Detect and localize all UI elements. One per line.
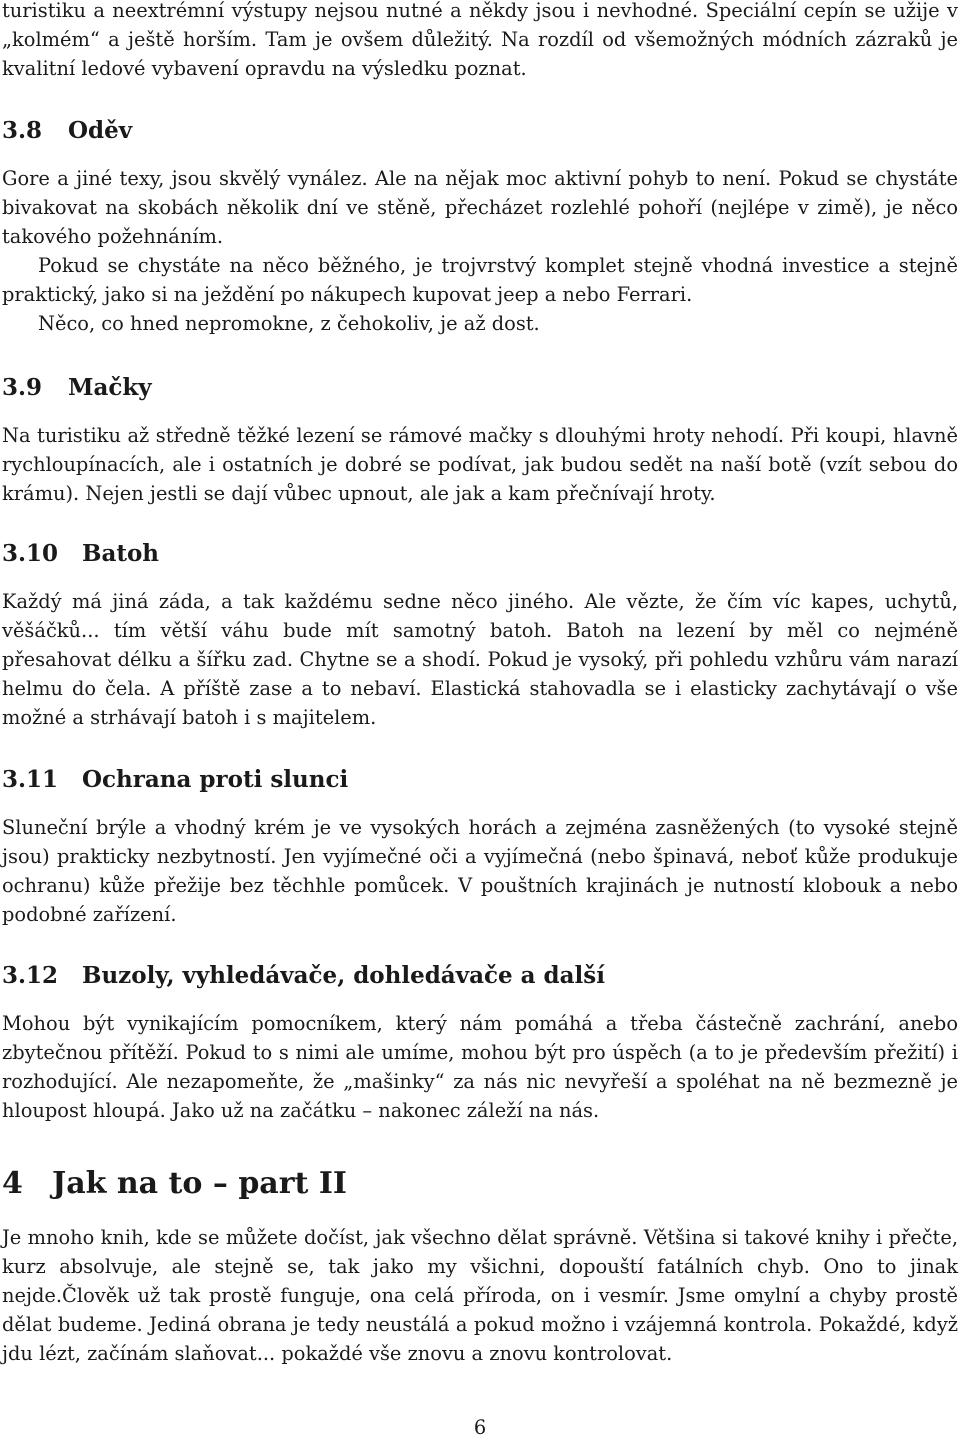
paragraph: Gore a jiné texy, jsou skvělý vynález. Ale na nějak moc aktivní pohyb to není. Pokud se chystáte bivakovat na skobách několik dní ve stěně, přecházet rozlehlé pohoří (nejlépe v zimě), je něco takového požehnáním. [2, 167, 958, 249]
paragraph: Něco, co hned nepromokne, z čehokoliv, je až dost. [38, 312, 540, 336]
chapter-title: Jak na to – part II [52, 1166, 347, 1201]
section-number: 3.9 [2, 374, 43, 401]
section-4 [2, 1164, 958, 1204]
paragraph: Na turistiku až středně těžké lezení se rámové mačky s dlouhými hroty nehodí. Při koupi, hlavně rychloupínacích, ale i ostatních je dobré se podívat, jak budou sedět na naší botě (vzít sebou do krámu). Nejen jestli se dají vůbec upnout, ale jak a kam přečnívají hroty. [2, 424, 958, 506]
section-heading [2, 539, 958, 569]
paragraph: Sluneční brýle a vhodný krém je ve vysokých horách a zejména zasněžených (to vysoké stejně jsou) prakticky nezbytností. Jen vyjímečné oči a vyjímečná (nebo špinavá, neboť kůže produkuje ochranu) kůže přežije bez těchhle pomůcek. V pouštních krajinách je nutností klobouk a nebo podobné zařízení. [2, 816, 958, 927]
chapter-heading [2, 1164, 958, 1204]
paragraph: Pokud se chystáte na něco běžného, je trojvrstvý komplet stejně vhodná investice a stejně praktický, jako si na ježdění po nákupech kupovat jeep a nebo Ferrari. [2, 254, 958, 307]
intro-block [2, 0, 958, 83]
paragraph: Je mnoho knih, kde se můžete dočíst, jak všechno dělat správně. Většina si takové knihy i přečte, kurz absolvuje, ale stejně se, tak jako my všichni, dopouští fatálních chyb. Ono to jinak nejde.Člověk už tak prostě funguje, ona celá příroda, on i vesmír. Jsme omylní a chyby prostě dělat budeme. Jediná obrana je tedy neustálá a pokud možno i vzájemná kontrola. Pokaždé, když jdu lézt, začínám slaňovat... pokaždé vše znovu a znovu kontrolovat. [2, 1226, 958, 1366]
section-title: Mačky [68, 374, 152, 401]
section-3-8-body [2, 164, 958, 339]
section-title: Batoh [82, 540, 160, 567]
paragraph: Každý má jiná záda, a tak každému sedne něco jiného. Ale vězte, že čím víc kapes, uchytů, věšáčků... tím větší váhu bude mít samotný batoh. Batoh na lezení by měl co nejméně přesahovat délku a šířku zad. Chytne se a shodí. Pokud je vysoký, při pohledu vzhůru vám narazí helmu do čela. A příště zase a to nebaví. Elastická stahovadla se i elasticky zachytávají o vše možné a strhávají batoh i s majitelem. [2, 590, 958, 730]
section-heading [2, 765, 958, 795]
section-3-12-body [2, 1009, 958, 1125]
section-3-10 [2, 539, 958, 569]
section-number: 3.12 [2, 962, 59, 989]
section-number: 3.10 [2, 540, 59, 567]
section-heading [2, 116, 958, 146]
section-3-8 [2, 116, 958, 146]
section-3-9 [2, 373, 958, 403]
section-title: Buzoly, vyhledávače, dohledávače a další [82, 962, 605, 989]
section-3-9-body [2, 421, 958, 508]
section-3-12 [2, 961, 958, 991]
section-title: Oděv [68, 117, 133, 144]
section-number: 3.8 [2, 117, 43, 144]
section-3-10-body [2, 587, 958, 732]
intro-paragraph: turistiku a neextrémní výstupy nejsou nutné a někdy jsou i nevhodné. Speciální cepín se užije v „kolmém“ a ještě horším. Tam je ovšem důležitý. Na rozdíl od všemožných módních zázraků je kvalitní ledové vybavení opravdu na výsledku poznat. [2, 0, 958, 81]
section-3-11-body [2, 813, 958, 929]
section-heading [2, 373, 958, 403]
chapter-number: 4 [2, 1166, 23, 1201]
paragraph: Mohou být vynikajícím pomocníkem, který nám pomáhá a třeba částečně zachrání, anebo zbytečnou přítěží. Pokud to s nimi ale umíme, mohou být pro úspěch (a to je především přežití) i rozhodující. Ale nezapomeňte, že „mašinky“ za nás nic nevyřeší a spoléhat na ně bezmezně je hloupost hloupá. Jako už na začátku – nakonec záleží na nás. [2, 1012, 958, 1123]
page-number: 6 [473, 1416, 487, 1439]
section-4-body [2, 1223, 958, 1368]
section-heading [2, 961, 958, 991]
section-number: 3.11 [2, 766, 59, 793]
section-3-11 [2, 765, 958, 795]
section-title: Ochrana proti slunci [82, 766, 349, 793]
